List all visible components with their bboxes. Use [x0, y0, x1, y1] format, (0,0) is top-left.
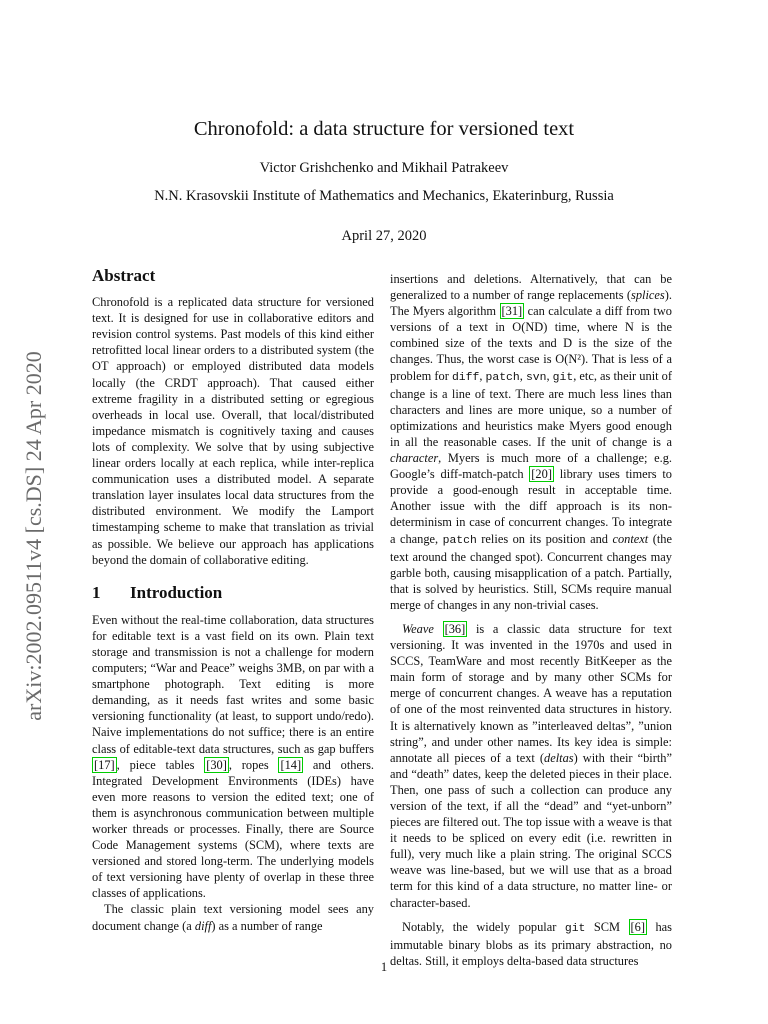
text-run: and others. Integrated Development Environments (IDEs) have even more reasons to version the edited text; one of them is asynchronous communication between multiple worker threads or processes. Finally, there are Source Code Management systems (SCM), where texts are versioned and stored long-term. The underlying models of text versioning have plenty of overlap in these three classes of applications.: [92, 757, 374, 901]
code-term: diff: [451, 371, 480, 384]
text-run: (the text around the changed spot). Concurrent changes may garble both, causing misapplication of a patch. Partially, that is solved by heuristics. Still, SCMs require manual merge of changes in any non-trivial cases.: [390, 531, 672, 612]
arxiv-sidebar-stamp: [14, 316, 54, 756]
code-term: patch: [485, 371, 520, 384]
page-number: 1: [380, 960, 388, 974]
emphasis: deltas: [544, 750, 574, 765]
text-run: , etc, as their unit of change is a line of text. There are much less lines than characters and lines are more unique, so a number of optimizations and heuristics make Myers good enough in all the reasonable cases. If the unit of change is a: [390, 368, 673, 449]
paper-authors: Victor Grishchenko and Mikhail Patrakeev: [259, 160, 509, 176]
citation-link[interactable]: [17]: [94, 757, 115, 772]
text-run: Even without the real-time collaboration, data structures for editable text is a vast field on its own. Plain text storage and transmission is not a challenge for modern computers; “War and Peace” weighs 3MB, on par with a smartphone photograph. Text editing is more demanding, as it needs fast writes and some basic versioning functionality (at least, to support undo/redo). Naive implementations do not suffice; there is an entire class of editable-text data structures, such as gap buffers: [92, 612, 374, 756]
arxiv-identifier: arXiv:2002.09511v4 [cs.DS] 24 Apr 2020: [21, 351, 46, 721]
text-run: relies on its position and: [476, 531, 613, 546]
emphasis: character: [390, 451, 439, 466]
code-term: svn: [525, 371, 547, 384]
text-run: ,: [479, 368, 486, 383]
text-run: , ropes: [228, 757, 279, 772]
text-run: ) as a number of range: [211, 918, 323, 933]
citation-link[interactable]: [14]: [280, 757, 302, 772]
code-term: patch: [442, 534, 477, 547]
text-run: , Myers is much more of a challenge; e.g. Google’s diff-match-patch: [390, 451, 672, 482]
text-run: insertions and deletions. Alternatively, that can be generalized to a number of range replacements (: [390, 272, 672, 303]
abstract-text: Chronofold is a replicated data structure for versioned text. It is designed for use in collaborative editors and revision control systems. Past models of this kind either retrofitted local linear orders to a distributed system (the OT approach) or employed distributed data models locally (the CRDT approach). That caused either extreme fragility in a distributed setting or egregious overheads in local use. Overall, that local/distributed impedance mismatch is cognitively taxing and causes lots of complexity. We solve that by using subjective linear orders locally at each replica, while inter-replica communication uses a distributed model. A separate translation layer insulates local data structures from the distributed environment. We modify the Lamport timestamping scheme to make that translation as trivial as possible. We believe our approach has applications beyond the domain of collaborative editing.: [92, 295, 374, 567]
abstract-heading: Abstract: [92, 266, 156, 285]
emphasis: splices: [631, 288, 665, 303]
emphasis: diff: [194, 918, 212, 933]
text-run: , piece tables: [116, 757, 205, 772]
citation-link[interactable]: [31]: [501, 304, 523, 319]
emphasis: context: [612, 531, 649, 546]
intro-paragraph-1: [92, 612, 374, 902]
text-run: SCM: [585, 919, 629, 934]
introduction-heading: [92, 582, 374, 602]
right-paragraph-1: [390, 271, 672, 613]
text-run: ,: [519, 368, 526, 383]
text-run: is a classic data structure for text versioning. It was invented in the 1970s and used in SCCS, TeamWare and most recently BitKeeper as the main form of storage and by many other SCMs for merge of concurrent changes. A weave has a reputation of one of the most reinvented data structures in history. It is alternatively known as ”interleaved deltas”, ”union string”, and under other names. Its key idea is simple: annotate all pieces of a text (: [390, 621, 672, 765]
code-term: git: [564, 922, 586, 935]
right-paragraph-2: [390, 621, 672, 911]
text-run: The classic plain text versioning model sees any document change (a: [92, 902, 374, 933]
citation-link[interactable]: [6]: [630, 919, 645, 934]
left-column: [92, 268, 374, 934]
citation-link[interactable]: [20]: [531, 467, 552, 482]
right-column: [390, 271, 672, 969]
citation-link[interactable]: [30]: [206, 757, 227, 772]
paper-date: April 27, 2020: [341, 228, 427, 244]
text-run: ,: [546, 368, 553, 383]
code-term: git: [552, 371, 574, 384]
text-run: has immutable binary blobs as its primary abstraction, no deltas. Still, it employs delta-based data structures: [390, 919, 673, 968]
paper-title: Chronofold: a data structure for versioned text: [193, 118, 575, 140]
text-run: ) with their “birth” and “death” dates, keep the deleted pieces in their place. Then, one pass of such a collection can produce any version of the text, if all the “dead” and “yet-unborn” pieces are filtered out. The top issue with a weave is that it needs to be spliced on every edit (i.e. rewritten in full), very much like a plain string. The original SCCS weave was line-based, but we will use that as a broad term for this kind of a data structure, no matter line- or character-based.: [390, 750, 672, 910]
section-title: Introduction: [130, 582, 223, 602]
text-run: Notably, the widely popular: [402, 919, 565, 934]
emphasis: Weave: [402, 621, 434, 636]
text-run: library uses timers to provide a good-enough result in acceptable time. Another issue with the diff approach is its non-determinism in case of concurrent changes. To integrate a change,: [390, 467, 672, 546]
paper-affiliation: N.N. Krasovskii Institute of Mathematics and Mechanics, Ekaterinburg, Russia: [154, 188, 614, 204]
section-number: 1: [92, 582, 101, 602]
text-run: ). The Myers algorithm: [390, 288, 672, 319]
text-run: can calculate a diff from two versions of a text in O(ND) time, where N is the combined size of the texts and D is the size of the changes. Thus, the worst case is O(N²). That is less of a problem for: [390, 304, 672, 383]
intro-paragraph-2: [92, 901, 374, 933]
citation-link[interactable]: [36]: [444, 621, 466, 636]
